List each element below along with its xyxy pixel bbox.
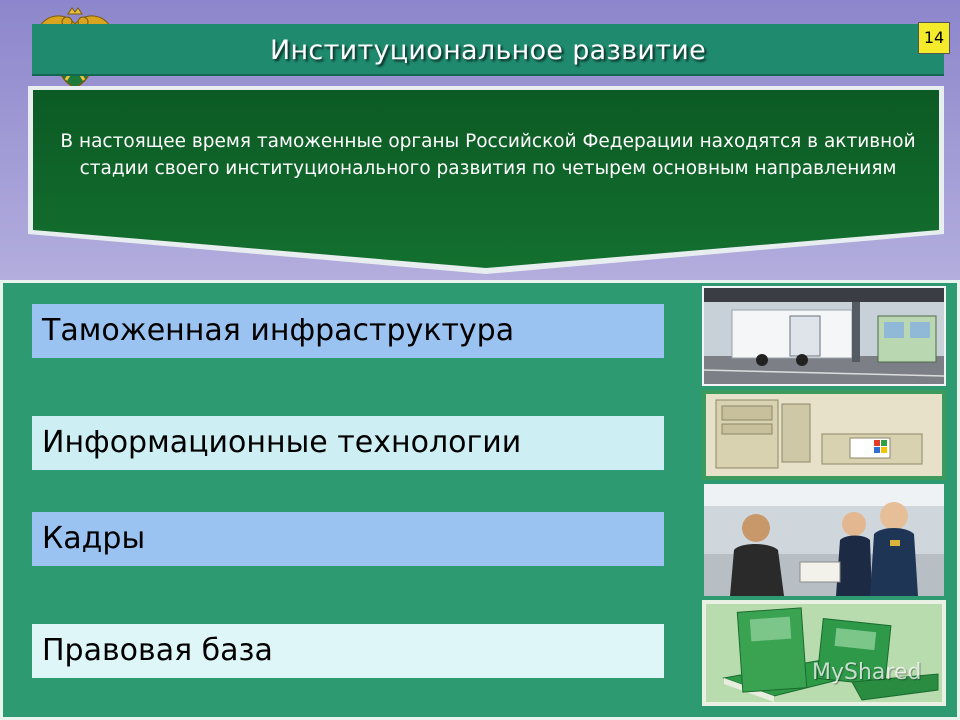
direction-information-technology: Информационные технологии: [32, 416, 664, 470]
intro-text: В настоящее время таможенные органы Российской Федерации находятся в активной стадии своего институционального развития по четырем основным направлениям: [60, 131, 916, 179]
checkpoint-truck-image: [702, 286, 946, 386]
direction-legal-base: Правовая база: [32, 624, 664, 678]
personnel-image: [704, 484, 944, 596]
direction-customs-infrastructure: Таможенная инфраструктура: [32, 304, 664, 358]
title-bar: [32, 24, 944, 76]
slide-title: Институциональное развитие: [269, 35, 707, 66]
computers-image: [702, 390, 946, 480]
watermark-text: MyShared: [812, 660, 922, 685]
slide-number-badge: 14: [918, 22, 950, 54]
direction-personnel: Кадры: [32, 512, 664, 566]
legal-books-image: [702, 600, 946, 706]
